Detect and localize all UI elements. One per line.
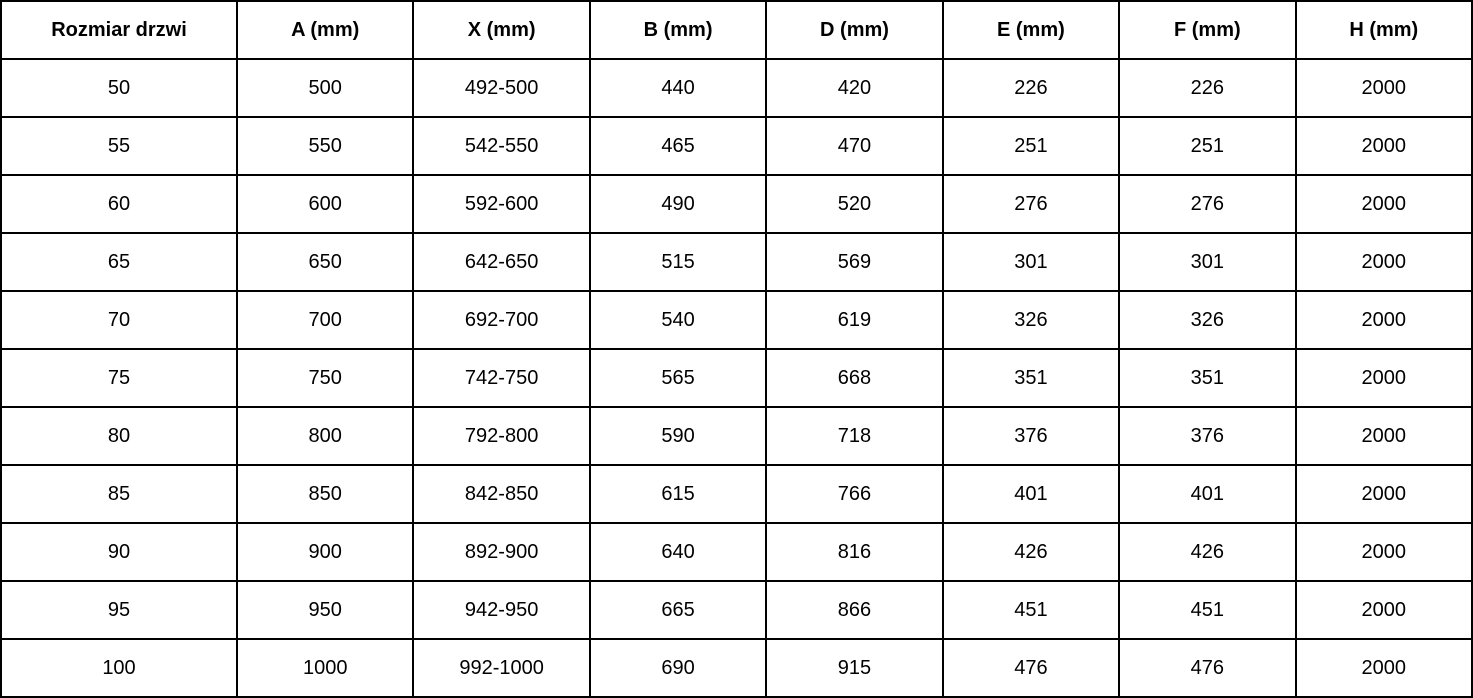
table-cell: 420 [766,59,942,117]
table-cell: 451 [1119,581,1295,639]
table-head [1,1,1472,59]
table-cell: 490 [590,175,766,233]
table-row [1,523,1472,581]
table-cell: 2000 [1296,465,1472,523]
column-header: H (mm) [1296,1,1472,59]
table-cell: 615 [590,465,766,523]
table-cell: 276 [943,175,1119,233]
table-cell: 592-600 [413,175,589,233]
table-cell: 950 [237,581,413,639]
column-header: Rozmiar drzwi [1,1,237,59]
table-cell: 650 [237,233,413,291]
table-cell: 60 [1,175,237,233]
table-cell: 2000 [1296,59,1472,117]
table-cell: 892-900 [413,523,589,581]
table-cell: 251 [1119,117,1295,175]
table-cell: 590 [590,407,766,465]
table-cell: 569 [766,233,942,291]
column-header: F (mm) [1119,1,1295,59]
table-cell: 226 [943,59,1119,117]
table-cell: 1000 [237,639,413,697]
table-cell: 792-800 [413,407,589,465]
table-cell: 550 [237,117,413,175]
table-cell: 2000 [1296,291,1472,349]
header-row [1,1,1472,59]
table-cell: 50 [1,59,237,117]
table-cell: 750 [237,349,413,407]
table-cell: 251 [943,117,1119,175]
table-cell: 540 [590,291,766,349]
table-cell: 866 [766,581,942,639]
table-cell: 401 [943,465,1119,523]
table-cell: 2000 [1296,349,1472,407]
table-cell: 55 [1,117,237,175]
table-cell: 800 [237,407,413,465]
table-cell: 376 [1119,407,1295,465]
table-cell: 70 [1,291,237,349]
table-cell: 75 [1,349,237,407]
table-cell: 2000 [1296,117,1472,175]
table-cell: 226 [1119,59,1295,117]
table-cell: 700 [237,291,413,349]
table-cell: 90 [1,523,237,581]
table-cell: 542-550 [413,117,589,175]
table-cell: 80 [1,407,237,465]
table-row [1,59,1472,117]
column-header: D (mm) [766,1,942,59]
table-cell: 492-500 [413,59,589,117]
table-cell: 565 [590,349,766,407]
table-cell: 2000 [1296,523,1472,581]
table-cell: 766 [766,465,942,523]
table-row [1,407,1472,465]
table-cell: 451 [943,581,1119,639]
table-cell: 470 [766,117,942,175]
column-header: X (mm) [413,1,589,59]
column-header: E (mm) [943,1,1119,59]
table-cell: 2000 [1296,175,1472,233]
table-cell: 401 [1119,465,1295,523]
table-cell: 2000 [1296,407,1472,465]
table-cell: 85 [1,465,237,523]
table-row [1,465,1472,523]
table-cell: 718 [766,407,942,465]
table-body [1,59,1472,697]
table-cell: 742-750 [413,349,589,407]
table-row [1,349,1472,407]
table-cell: 465 [590,117,766,175]
table-cell: 900 [237,523,413,581]
table-cell: 376 [943,407,1119,465]
table-row [1,581,1472,639]
table-cell: 301 [1119,233,1295,291]
table-cell: 515 [590,233,766,291]
table-row [1,639,1472,697]
table-cell: 426 [1119,523,1295,581]
table-cell: 100 [1,639,237,697]
table-cell: 600 [237,175,413,233]
table-cell: 619 [766,291,942,349]
table-cell: 816 [766,523,942,581]
table-cell: 668 [766,349,942,407]
table-cell: 476 [1119,639,1295,697]
table-cell: 520 [766,175,942,233]
table-cell: 440 [590,59,766,117]
table-row [1,117,1472,175]
table-cell: 690 [590,639,766,697]
table-cell: 65 [1,233,237,291]
table-cell: 476 [943,639,1119,697]
table-cell: 276 [1119,175,1295,233]
table-cell: 915 [766,639,942,697]
table-cell: 500 [237,59,413,117]
table-cell: 351 [1119,349,1295,407]
column-header: B (mm) [590,1,766,59]
table-cell: 2000 [1296,233,1472,291]
table-cell: 326 [1119,291,1295,349]
column-header: A (mm) [237,1,413,59]
table-cell: 665 [590,581,766,639]
table-cell: 426 [943,523,1119,581]
table-row [1,233,1472,291]
table-cell: 326 [943,291,1119,349]
table-cell: 95 [1,581,237,639]
table-cell: 842-850 [413,465,589,523]
table-row [1,291,1472,349]
table-cell: 942-950 [413,581,589,639]
table-cell: 692-700 [413,291,589,349]
table-cell: 301 [943,233,1119,291]
table-cell: 351 [943,349,1119,407]
table-cell: 642-650 [413,233,589,291]
table-cell: 2000 [1296,639,1472,697]
table-cell: 992-1000 [413,639,589,697]
table-row [1,175,1472,233]
table-cell: 850 [237,465,413,523]
table-cell: 2000 [1296,581,1472,639]
table-cell: 640 [590,523,766,581]
